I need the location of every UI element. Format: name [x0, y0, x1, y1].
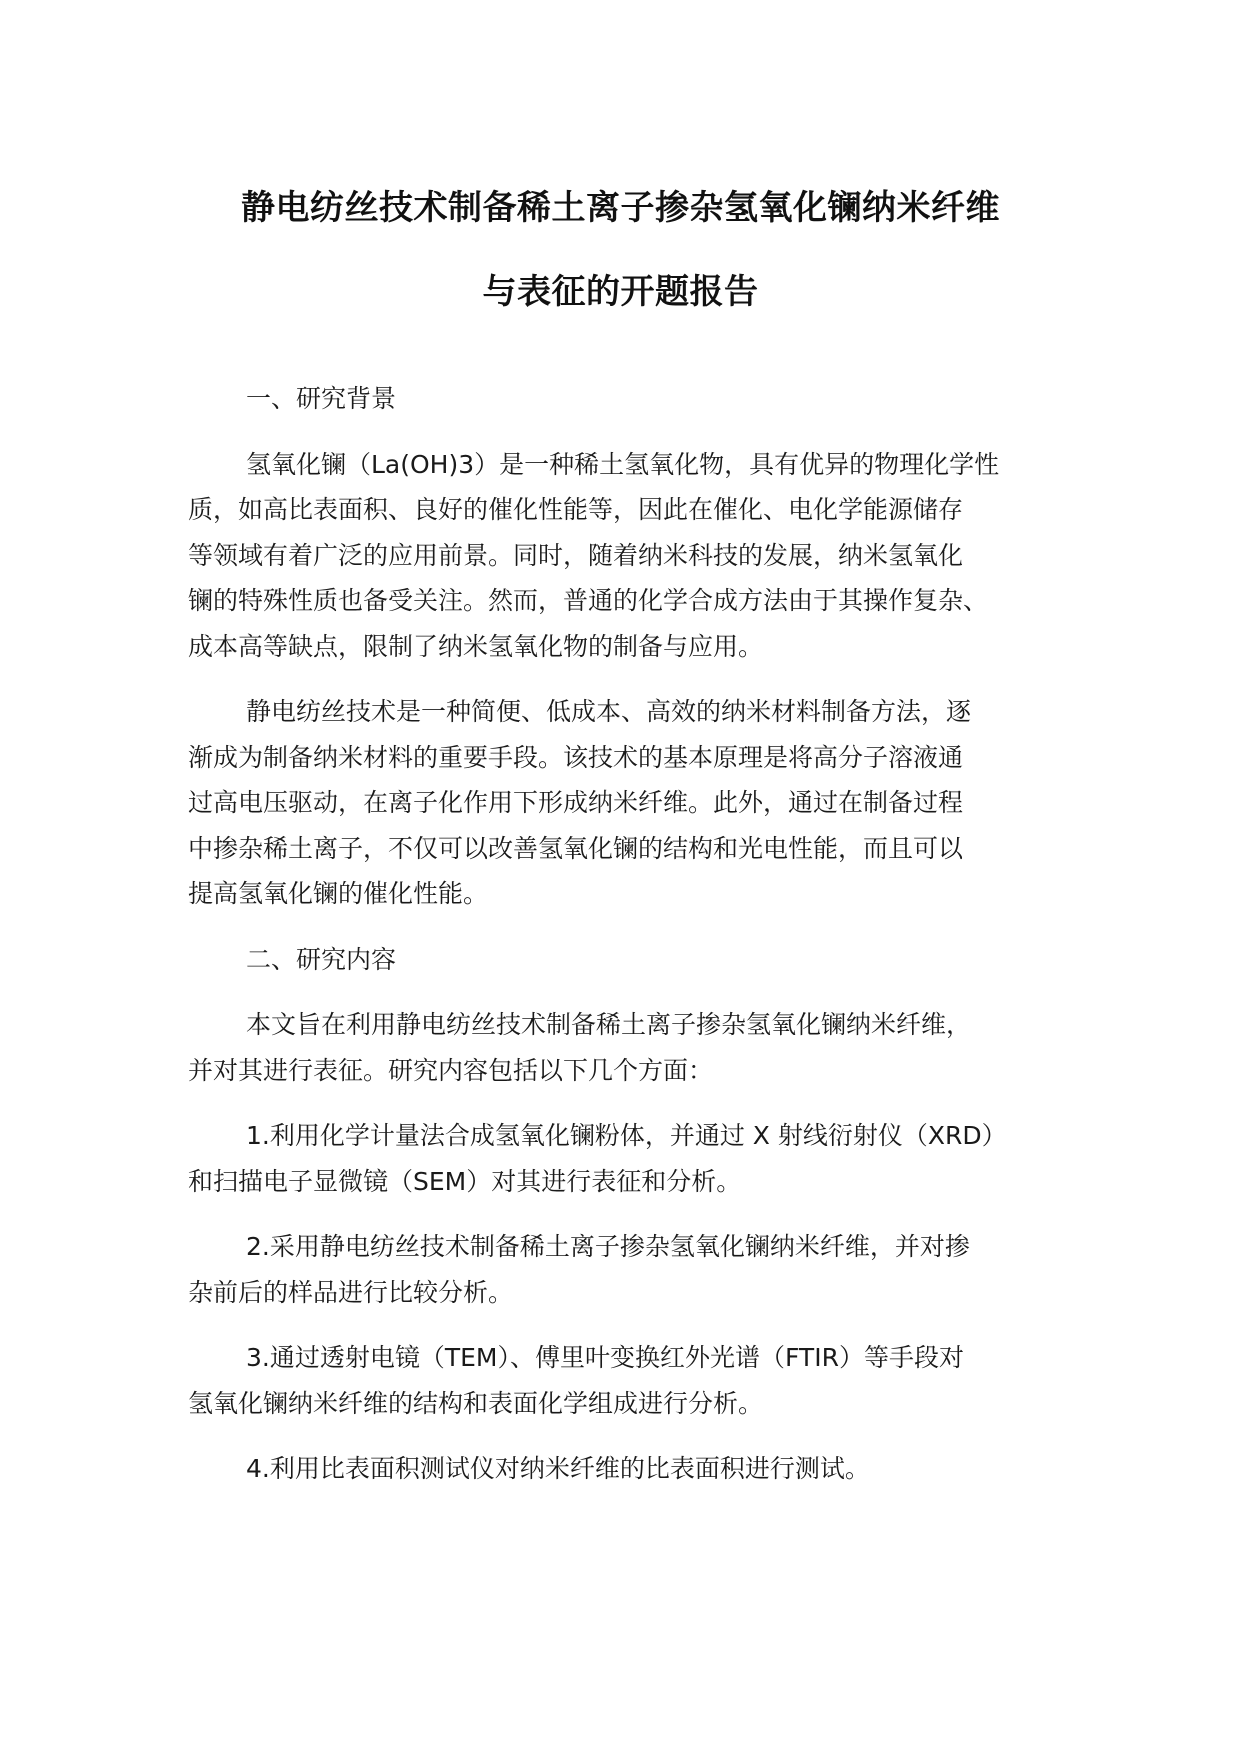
- list-item-2: [188, 1224, 1068, 1315]
- text-line: 静电纺丝技术是一种简便、低成本、高效的纳米材料制备方法，逐: [246, 697, 972, 726]
- list-item-4: [188, 1446, 1068, 1492]
- text-line: 等领域有着广泛的应用前景。同时，随着纳米科技的发展，纳米氢氧化: [188, 540, 964, 570]
- text-line: 质，如高比表面积、良好的催化性能等，因此在催化、电化学能源储存: [188, 495, 964, 524]
- paragraph-background-1: [188, 442, 1068, 670]
- text-line: 3.通过透射电镜（TEM）、傅里叶变换红外光谱（FTIR）等手段对: [246, 1343, 964, 1372]
- document-title-line-2: 与表征的开题报告: [482, 272, 759, 312]
- list-item-3: [188, 1335, 1068, 1426]
- text-line: 渐成为制备纳米材料的重要手段。该技术的基本原理是将高分子溶液通: [188, 742, 964, 772]
- paragraph-background-2: [188, 689, 1068, 917]
- text-line: 1.利用化学计量法合成氢氧化镧粉体，并通过 X 射线衍射仪（XRD）: [246, 1121, 1007, 1150]
- text-line: 二、研究内容: [246, 944, 397, 974]
- text-line: 2.采用静电纺丝技术制备稀土离子掺杂氢氧化镧纳米纤维，并对掺: [246, 1232, 970, 1261]
- text-line: 本文旨在利用静电纺丝技术制备稀土离子掺杂氢氧化镧纳米纤维，: [246, 1010, 972, 1039]
- list-item-1: [188, 1113, 1068, 1204]
- text-line: 一、研究背景: [246, 384, 397, 413]
- text-line: 和扫描电子显微镜（SEM）对其进行表征和分析。: [188, 1166, 742, 1196]
- document-body: [188, 376, 1068, 1512]
- text-line: 氢氧化镧纳米纤维的结构和表面化学组成进行分析。: [188, 1388, 764, 1418]
- text-line: 过高电压驱动，在离子化作用下形成纳米纤维。此外，通过在制备过程: [188, 788, 964, 817]
- text-line: 提高氢氧化镧的催化性能。: [188, 879, 489, 908]
- text-line: 中掺杂稀土离子，不仅可以改善氢氧化镧的结构和光电性能，而且可以: [188, 833, 964, 863]
- text-line: 并对其进行表征。研究内容包括以下几个方面：: [188, 1055, 714, 1085]
- text-line: 杂前后的样品进行比较分析。: [188, 1277, 514, 1307]
- section-heading-content: [188, 937, 1068, 983]
- text-line: 氢氧化镧（La(OH)3）是一种稀土氢氧化物，具有优异的物理化学性: [246, 449, 1000, 479]
- paragraph-content-intro: [188, 1002, 1068, 1093]
- section-heading-background: [188, 376, 1068, 422]
- text-line: 镧的特殊性质也备受关注。然而，普通的化学合成方法由于其操作复杂、: [188, 586, 989, 615]
- text-line: 成本高等缺点，限制了纳米氢氧化物的制备与应用。: [188, 631, 764, 661]
- document-title-line-1: 静电纺丝技术制备稀土离子掺杂氢氧化镧纳米纤维: [241, 188, 1000, 228]
- text-line: 4.利用比表面积测试仪对纳米纤维的比表面积进行测试。: [246, 1454, 870, 1483]
